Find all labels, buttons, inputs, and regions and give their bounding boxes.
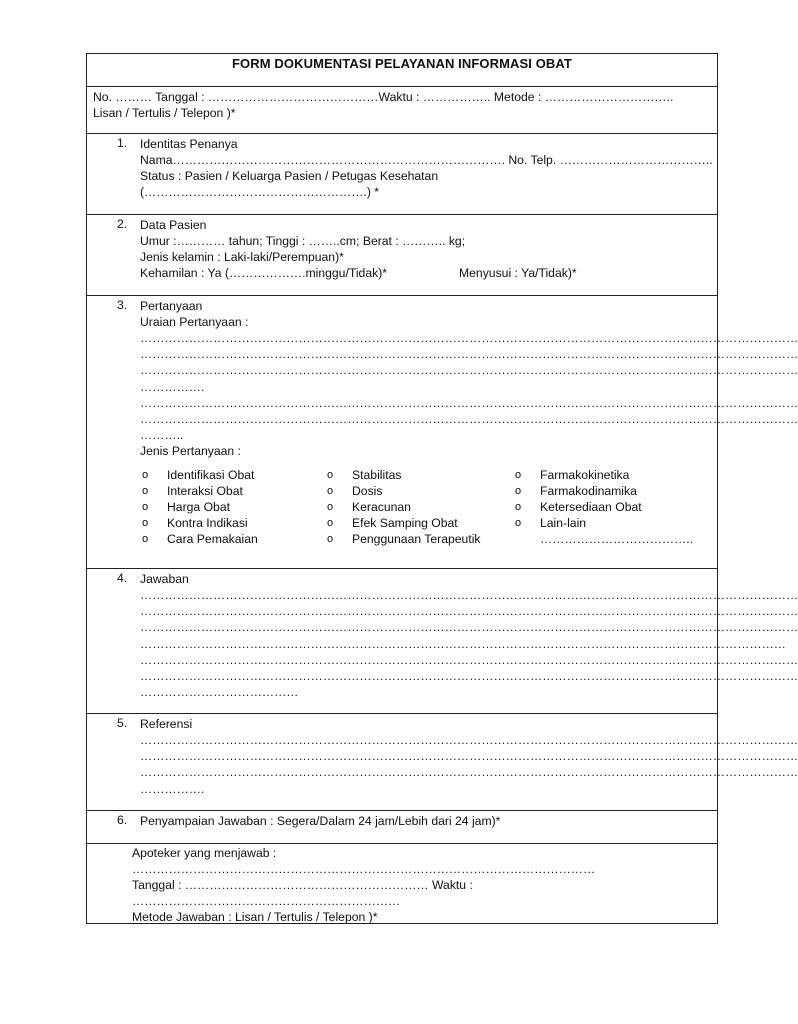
jenis-pertanyaan-label: Jenis Pertanyaan : xyxy=(140,444,241,459)
uraian-line[interactable]: ……………. xyxy=(140,379,205,394)
bullet-icon: o xyxy=(142,533,149,546)
bullet-icon: o xyxy=(327,517,334,530)
option-label: Dosis xyxy=(352,484,383,499)
bullet-icon: o xyxy=(327,501,334,514)
jawaban-line[interactable]: ……………………………………………………………………………………………………………………………………………… xyxy=(140,652,798,667)
option-lain-lain[interactable] xyxy=(515,515,695,531)
option-identifikasi-obat[interactable] xyxy=(142,467,327,483)
section-pertanyaan xyxy=(87,296,798,569)
status-penanya-field[interactable]: Status : Pasien / Keluarga Pasien / Petugas Kesehatan xyxy=(140,169,439,183)
section-identitas-penanya xyxy=(87,134,717,215)
section-jawaban xyxy=(87,569,798,714)
option-label: Penggunaan Terapeutik xyxy=(352,532,481,547)
option-penggunaan-terapeutik[interactable] xyxy=(327,531,515,547)
tanggal-waktu-field[interactable]: Tanggal : …………………………………………………… Waktu : xyxy=(132,878,473,892)
section-heading: Pertanyaan xyxy=(140,299,203,313)
option-farmakodinamika[interactable] xyxy=(515,483,695,499)
penyampaian-jawaban-field[interactable]: Penyampaian Jawaban : Segera/Dalam 24 jam/Lebih dari 24 jam)* xyxy=(140,814,501,828)
options-column-3 xyxy=(515,467,695,547)
lain-lain-dots: ……………………………….. xyxy=(540,532,694,547)
jenis-pertanyaan-options xyxy=(140,467,705,547)
bullet-icon: o xyxy=(142,485,149,498)
option-efek-samping-obat[interactable] xyxy=(327,515,515,531)
option-label: Kontra Indikasi xyxy=(167,516,248,531)
section-heading: Identitas Penanya xyxy=(140,137,238,151)
bullet-icon: o xyxy=(327,533,334,546)
referensi-line[interactable]: ……………………………………………………………………………………………………………………………………………… xyxy=(140,765,798,780)
uraian-line[interactable]: ……………………………………………………………………………………………………………………………………………… xyxy=(140,411,798,426)
option-label: Farmakokinetika xyxy=(540,468,630,483)
section-number: 3. xyxy=(117,298,128,312)
jenis-kelamin-field[interactable]: Jenis kelamin : Laki-laki/Perempuan)* xyxy=(140,250,344,264)
uraian-line[interactable]: ……………………………………………………………………………………………………………………………………………… xyxy=(140,395,798,410)
option-label: Interaksi Obat xyxy=(167,484,243,499)
option-harga-obat[interactable] xyxy=(142,499,327,515)
jawaban-line[interactable]: ………………………………… xyxy=(140,685,299,700)
bullet-icon: o xyxy=(142,517,149,530)
menyusui-field[interactable]: Menyusui : Ya/Tidak)* xyxy=(459,266,577,280)
uraian-line[interactable]: ……….. xyxy=(140,428,184,443)
jawaban-line[interactable]: ……………………………………………………………………………………………………………………………………………… xyxy=(140,620,798,635)
header-fields[interactable]: No. ……… Tanggal : ……………………………………Waktu : …………….. Metode : ………………………….. xyxy=(93,90,674,104)
option-label: Ketersediaan Obat xyxy=(540,500,642,515)
referensi-line[interactable]: ……………. xyxy=(140,781,205,796)
kehamilan-field[interactable]: Kehamilan : Ya (……………….minggu/Tidak)* xyxy=(140,266,387,280)
header-method-options: Lisan / Tertulis / Telepon )* xyxy=(93,106,236,120)
option-dosis[interactable] xyxy=(327,483,515,499)
bullet-icon: o xyxy=(327,485,334,498)
option-cara-pemakaian[interactable] xyxy=(142,531,327,547)
bullet-icon: o xyxy=(327,469,334,482)
section-number: 6. xyxy=(117,813,128,827)
option-farmakokinetika[interactable] xyxy=(515,467,695,483)
jawaban-line[interactable]: …………………………………………………………………………………………………………………………………………… xyxy=(140,636,786,651)
lain-lain-field[interactable] xyxy=(515,531,695,547)
option-label: Harga Obat xyxy=(167,500,231,515)
option-ketersediaan-obat[interactable] xyxy=(515,499,695,515)
apoteker-field[interactable]: …………………………………………………………………………………………………… xyxy=(132,862,596,876)
uraian-line[interactable]: ……………………………………………………………………………………………………………………………………………… xyxy=(140,331,798,345)
section-number: 2. xyxy=(117,217,128,231)
status-other-field[interactable]: (……………………………………………….) * xyxy=(140,185,380,199)
form-title: FORM DOKUMENTASI PELAYANAN INFORMASI OBAT xyxy=(87,54,717,87)
option-label: Stabilitas xyxy=(352,468,402,483)
section-referensi xyxy=(87,714,798,811)
jawaban-line[interactable]: ……………………………………………………………………………………………………………………………………………… xyxy=(140,588,798,602)
documentation-form xyxy=(86,53,798,924)
section-number: 5. xyxy=(117,716,128,730)
waktu-field[interactable]: ………………………………………………………… xyxy=(132,894,401,908)
option-label: Lain-lain xyxy=(540,516,587,531)
apoteker-label: Apoteker yang menjawab : xyxy=(132,846,277,860)
option-label: Efek Samping Obat xyxy=(352,516,458,531)
bullet-icon: o xyxy=(142,469,149,482)
referensi-line[interactable]: ……………………………………………………………………………………………………………………………………………… xyxy=(140,749,798,764)
option-stabilitas[interactable] xyxy=(327,467,515,483)
uraian-line[interactable]: ……………………………………………………………………………………………………………………………………………… xyxy=(140,347,798,362)
option-label: Farmakodinamika xyxy=(540,484,637,499)
uraian-pertanyaan-label: Uraian Pertanyaan : xyxy=(140,315,249,329)
umur-tinggi-berat-field[interactable]: Umur :………… tahun; Tinggi : ……..cm; Berat : ……….. kg; xyxy=(140,234,466,248)
nama-telp-field[interactable]: Nama………………………………………………………………………. No. Telp. ……………………………….. xyxy=(140,153,713,167)
section-heading: Referensi xyxy=(140,717,193,731)
jawaban-line[interactable]: ……………………………………………………………………………………………………………………………………………… xyxy=(140,668,798,683)
form-header xyxy=(87,87,717,134)
jawaban-line[interactable]: ……………………………………………………………………………………………………………………………………………… xyxy=(140,604,798,619)
option-kontra-indikasi[interactable] xyxy=(142,515,327,531)
bullet-icon: o xyxy=(515,469,522,482)
bullet-icon: o xyxy=(142,501,149,514)
bullet-icon: o xyxy=(515,501,522,514)
option-interaksi-obat[interactable] xyxy=(142,483,327,499)
bullet-icon: o xyxy=(515,517,522,530)
option-keracunan[interactable] xyxy=(327,499,515,515)
options-column-2 xyxy=(327,467,515,547)
options-column-1 xyxy=(142,467,327,547)
bullet-icon: o xyxy=(515,485,522,498)
section-heading: Data Pasien xyxy=(140,218,207,232)
option-label: Identifikasi Obat xyxy=(167,468,255,483)
section-penyampaian-jawaban xyxy=(87,811,717,844)
section-data-pasien xyxy=(87,215,717,296)
section-apoteker xyxy=(87,844,717,923)
section-heading: Jawaban xyxy=(140,572,189,586)
option-label: Keracunan xyxy=(352,500,411,515)
kehamilan-menyusui-row xyxy=(140,265,705,281)
section-number: 4. xyxy=(117,571,128,585)
uraian-line[interactable]: ……………………………………………………………………………………………………………………………………………… xyxy=(140,363,798,378)
option-label: Cara Pemakaian xyxy=(167,532,258,547)
metode-jawaban-field[interactable]: Metode Jawaban : Lisan / Tertulis / Telepon )* xyxy=(132,910,378,924)
section-number: 1. xyxy=(117,136,128,150)
referensi-line[interactable]: ……………………………………………………………………………………………………………………………………………… xyxy=(140,733,798,747)
